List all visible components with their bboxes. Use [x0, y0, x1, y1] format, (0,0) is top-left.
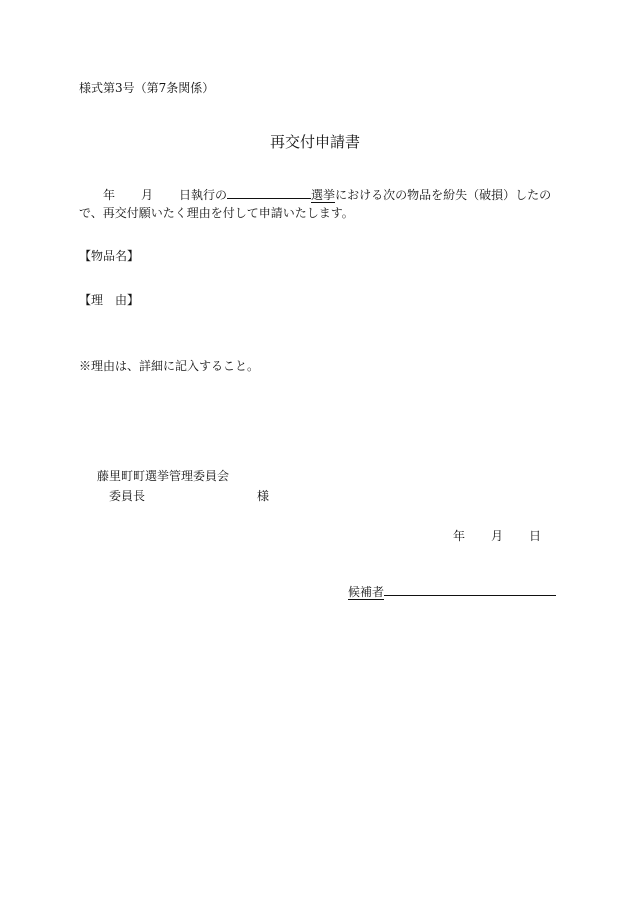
body-paragraph-line-2 — [79, 205, 354, 221]
year-label: 年 — [103, 188, 116, 202]
addressee-chair-row — [109, 488, 269, 504]
day-exec-label: 日執行の — [179, 188, 228, 202]
document-title-text: 再交付申請書 — [269, 133, 360, 151]
candidate-label: 候補者 — [348, 585, 385, 599]
candidate-signature-row — [348, 583, 556, 600]
date-day-label: 日 — [529, 529, 542, 543]
body-line-1-rest: における次の物品を紛失（破損）したの — [335, 188, 552, 202]
instruction-note-text: ※理由は、詳細に記入すること。 — [79, 359, 260, 373]
form-number-text: 様式第3号（第7条関係） — [79, 81, 215, 95]
body-paragraph-line-1 — [79, 186, 551, 203]
addressee-committee — [97, 468, 229, 484]
submission-date-row — [453, 528, 541, 544]
election-name-blank[interactable] — [227, 186, 311, 199]
chair-title: 委員長 — [109, 489, 146, 503]
date-month-label: 月 — [491, 529, 504, 543]
reason-field — [79, 292, 139, 308]
election-suffix: 選挙 — [311, 188, 336, 202]
document-title — [0, 132, 630, 152]
candidate-name-field[interactable] — [384, 583, 556, 596]
reason-label: 【理 由】 — [79, 293, 140, 307]
body-line-2-text: で、再交付願いたく理由を付して申請いたします。 — [79, 206, 354, 220]
committee-name: 藤里町町選挙管理委員会 — [97, 469, 230, 483]
item-name-field — [79, 248, 139, 264]
honorific: 様 — [257, 489, 270, 503]
form-number — [79, 80, 214, 96]
month-label: 月 — [141, 188, 154, 202]
date-year-label: 年 — [453, 529, 466, 543]
item-name-label: 【物品名】 — [79, 249, 140, 263]
instruction-note — [79, 358, 259, 374]
